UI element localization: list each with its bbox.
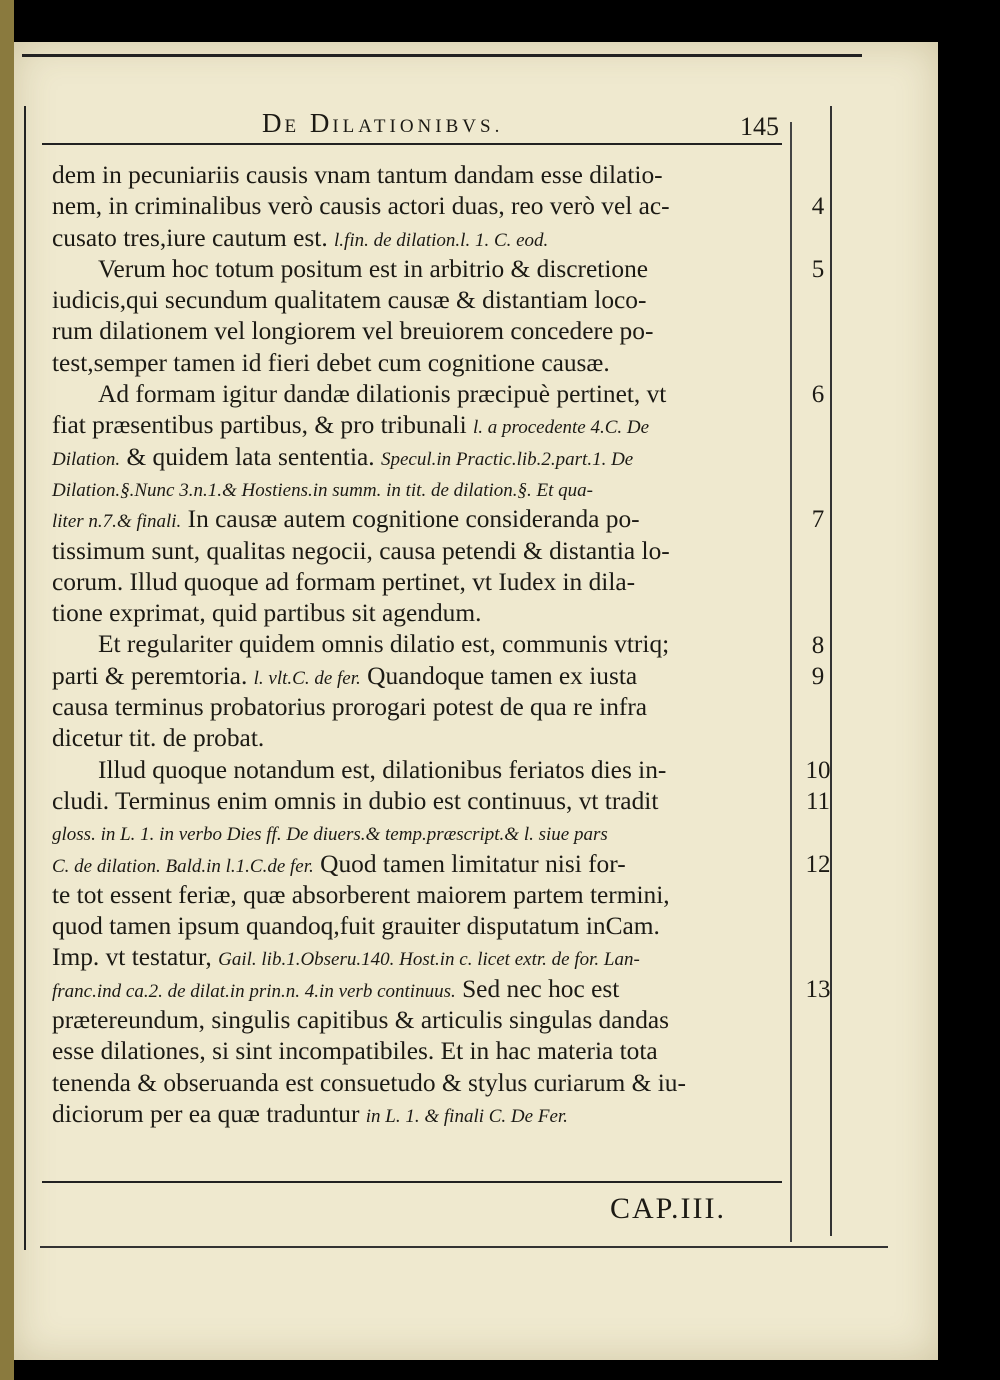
- citation-text: l. a procedente 4.C. De: [473, 417, 650, 439]
- text-line: [52, 348, 782, 379]
- citation-text: C. de dilation. Bald.in l.1.C.de fer.: [52, 855, 314, 877]
- text-line: [52, 254, 782, 285]
- citation-text: liter n.7.& finali.: [52, 511, 182, 533]
- line-text: Verum hoc totum positum est in arbitrio & discretione: [98, 254, 649, 283]
- catchword: CAP.III.: [610, 1192, 727, 1225]
- text-line: [52, 849, 782, 880]
- text-line: [52, 911, 782, 942]
- line-text: cusato tres,iure cautum est.: [52, 223, 335, 252]
- text-line: [52, 880, 782, 911]
- margin-number: 10: [805, 756, 831, 784]
- left-frame-line: [24, 106, 26, 1250]
- text-line: [52, 316, 782, 347]
- text-line: [52, 942, 782, 973]
- line-text: Imp. vt testatur,: [52, 943, 219, 972]
- inner-right-frame-line: [790, 122, 792, 1242]
- text-line: [52, 504, 782, 535]
- margin-number: 11: [805, 788, 831, 815]
- text-line: [52, 191, 782, 222]
- text-line: [52, 473, 782, 504]
- margin-number: 5: [811, 255, 825, 283]
- line-text: iudicis,qui secundum qualitatem causæ & distantiam loco-: [52, 286, 647, 315]
- citation-text: Specul.in Practic.lib.2.part.1. De: [380, 448, 634, 470]
- text-line: [52, 723, 782, 754]
- text-line: [52, 755, 782, 786]
- citation-text: gloss. in L. 1. in verbo Dies ff. De diuers.& temp.præscript.& l. siue pars: [52, 824, 608, 846]
- line-text: rum dilationem vel longiorem vel breuiorem concedere po-: [52, 317, 654, 346]
- text-line: [52, 536, 782, 567]
- bottom-frame-line: [40, 1246, 888, 1248]
- line-text: Et regulariter quidem omnis dilatio est, communis vtriq;: [98, 630, 670, 659]
- citation-text: Gail. lib.1.Obseru.140. Host.in c. licet extr. de for. Lan-: [218, 949, 640, 971]
- citation-text: franc.ind ca.2. de dilat.in prin.n. 4.in verb continuus.: [52, 980, 456, 1002]
- citation-text: Dilation.: [52, 448, 121, 470]
- margin-number: 7: [811, 506, 825, 534]
- text-line: [52, 786, 782, 817]
- citation-text: l.fin. de dilation.l. 1. C. eod.: [334, 229, 549, 251]
- text-line: [52, 661, 782, 692]
- line-text: parti & peremtoria.: [52, 661, 254, 690]
- text-line: [52, 817, 782, 848]
- text-line: [52, 1005, 782, 1036]
- line-text: Quandoque tamen ex iusta: [360, 661, 638, 690]
- binding-edge: [0, 0, 14, 1380]
- text-line: [52, 285, 782, 316]
- line-text: tenenda & obseruanda est consuetudo & stylus curiarum & iu-: [52, 1068, 686, 1097]
- line-text: & quidem lata sententia.: [120, 442, 381, 471]
- text-line: [52, 442, 782, 473]
- line-text: dem in pecuniariis causis vnam tantum dandam esse dilatio-: [52, 161, 663, 189]
- body-text: [52, 160, 782, 1130]
- text-line: [52, 567, 782, 598]
- line-text: cludi. Terminus enim omnis in dubio est continuus, vt tradit: [52, 786, 659, 815]
- text-line: [52, 1099, 782, 1130]
- text-line: [52, 223, 782, 254]
- line-text: In causæ autem cognitione consideranda po-: [181, 505, 640, 534]
- margin-number: 6: [811, 381, 825, 409]
- line-text: prætereundum, singulis capitibus & articulis singulas dandas: [52, 1006, 670, 1035]
- citation-text: in L. 1. & finali C. De Fer.: [365, 1105, 568, 1127]
- running-title: DE DILATIONIBVS.: [262, 108, 504, 138]
- line-text: corum. Illud quoque ad formam pertinet, vt Iudex in dila-: [52, 567, 636, 596]
- line-text: esse dilationes, si sint incompatibiles. Et in hac materia tota: [52, 1037, 658, 1066]
- line-text: dicetur tit. de probat.: [52, 724, 265, 753]
- line-text: nem, in criminalibus verò causis actori duas, reo verò vel ac-: [52, 192, 670, 221]
- citation-text: l. vlt.C. de fer.: [253, 667, 361, 689]
- citation-text: Dilation.§.Nunc 3.n.1.& Hostiens.in summ. in tit. de dilation.§. Et qua-: [52, 479, 593, 501]
- line-text: test,semper tamen id fieri debet cum cognitione causæ.: [52, 348, 610, 377]
- line-text: quod tamen ipsum quandoq,fuit grauiter disputatum inCam.: [52, 912, 660, 941]
- top-frame-line: [22, 54, 862, 57]
- line-text: tissimum sunt, qualitas negocii, causa petendi & distantia lo-: [52, 536, 670, 565]
- footer-rule: [42, 1181, 782, 1183]
- line-text: Illud quoque notandum est, dilationibus feriatos dies in-: [98, 755, 667, 784]
- line-text: Sed nec hoc est: [455, 974, 620, 1003]
- text-line: [52, 1036, 782, 1067]
- text-line: [52, 974, 782, 1005]
- text-line: [52, 160, 782, 191]
- line-text: tione exprimat, quid partibus sit agendum.: [52, 599, 482, 628]
- text-line: [52, 379, 782, 410]
- margin-number: 12: [805, 850, 831, 878]
- header-rule: [42, 143, 782, 145]
- margin-number: 9: [811, 662, 825, 690]
- margin-number: 8: [811, 631, 825, 659]
- text-line: [52, 629, 782, 660]
- text-line: [52, 692, 782, 723]
- line-text: diciorum per ea quæ traduntur: [52, 1099, 366, 1128]
- text-line: [52, 410, 782, 441]
- line-text: fiat præsentibus partibus, & pro tribunali: [52, 411, 474, 440]
- line-text: causa terminus probatorius prorogari potest de qua re infra: [52, 693, 648, 722]
- margin-number: 4: [811, 193, 825, 221]
- line-text: Quod tamen limitatur nisi for-: [313, 849, 626, 878]
- line-text: te tot essent feriæ, quæ absorberent maiorem partem termini,: [52, 880, 670, 909]
- text-line: [52, 1068, 782, 1099]
- page-number: 145: [740, 112, 779, 141]
- text-line: [52, 598, 782, 629]
- line-text: Ad formam igitur dandæ dilationis præcipuè pertinet, vt: [98, 380, 667, 409]
- margin-number: 13: [805, 975, 831, 1003]
